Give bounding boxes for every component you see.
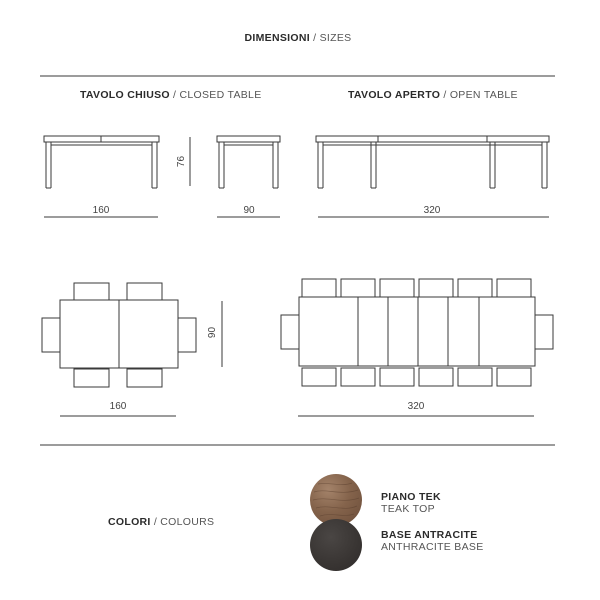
dim-plan-closed-length: 160 bbox=[109, 401, 127, 412]
colour-title-teak: PIANO TEK bbox=[381, 491, 441, 503]
open-plan-view bbox=[281, 279, 553, 386]
title-it: DIMENSIONI bbox=[244, 32, 310, 44]
colours-heading bbox=[108, 516, 214, 528]
colour-item-teak bbox=[381, 491, 441, 515]
open-heading-sep: / bbox=[440, 89, 450, 101]
open-heading-it: TAVOLO APERTO bbox=[348, 89, 441, 101]
colours-heading-it: COLORI bbox=[108, 516, 151, 528]
colour-subtitle-anthracite: ANTHRACITE BASE bbox=[381, 541, 484, 553]
closed-heading-it: TAVOLO CHIUSO bbox=[80, 89, 170, 101]
dim-plan-open-length: 320 bbox=[407, 401, 425, 412]
dim-front-width: 90 bbox=[243, 205, 255, 216]
dim-plan-width: 90 bbox=[207, 326, 219, 339]
closed-heading-en: CLOSED TABLE bbox=[179, 89, 262, 101]
dim-closed-length: 160 bbox=[92, 205, 110, 216]
anthracite-swatch bbox=[310, 519, 362, 571]
colours-heading-en: COLOURS bbox=[160, 516, 215, 528]
colours-heading-sep: / bbox=[150, 516, 161, 528]
title-en: SIZES bbox=[319, 32, 352, 44]
open-heading-en: OPEN TABLE bbox=[449, 89, 518, 101]
open-side-view bbox=[316, 136, 549, 188]
closed-front-view bbox=[217, 136, 280, 188]
dim-open-length: 320 bbox=[423, 205, 441, 216]
colour-title-anthracite: BASE ANTRACITE bbox=[381, 529, 478, 541]
closed-heading-sep: / bbox=[169, 89, 180, 101]
dim-height: 76 bbox=[176, 155, 188, 168]
colour-item-anthracite bbox=[381, 529, 484, 553]
title-sep: / bbox=[309, 32, 320, 44]
colour-subtitle-teak: TEAK TOP bbox=[381, 503, 435, 515]
closed-plan-view bbox=[42, 283, 196, 387]
closed-side-view bbox=[44, 136, 159, 188]
